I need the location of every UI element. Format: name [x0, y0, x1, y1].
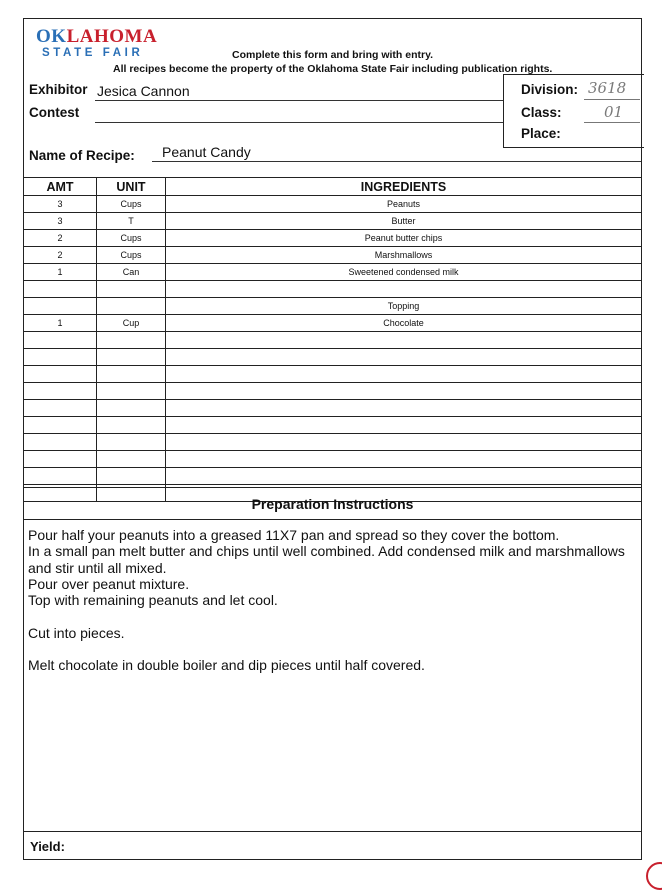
ingredient-cell[interactable]	[165, 434, 641, 450]
ingredient-cell[interactable]	[165, 417, 641, 433]
table-row	[24, 451, 641, 468]
recipe-name-value[interactable]: Peanut Candy	[162, 144, 251, 160]
yield-label: Yield:	[30, 839, 65, 854]
division-value[interactable]: 3618	[588, 79, 627, 97]
amt-header: AMT	[46, 179, 74, 194]
ingredient-cell[interactable]	[165, 332, 641, 348]
table-row	[24, 366, 641, 383]
unit-cell[interactable]: Cups	[96, 230, 165, 246]
form-instructions: Complete this form and bring with entry.	[232, 49, 434, 61]
ingredient-cell[interactable]: Chocolate	[165, 315, 641, 331]
preparation-instructions[interactable]	[28, 527, 640, 674]
unit-cell[interactable]	[96, 349, 165, 365]
amt-cell[interactable]	[24, 332, 96, 348]
instruction-line	[28, 641, 640, 657]
table-header-row	[24, 177, 641, 196]
ingredient-cell[interactable]	[165, 366, 641, 382]
unit-cell[interactable]	[96, 400, 165, 416]
amt-cell[interactable]: 1	[57, 267, 63, 277]
table-row	[24, 434, 641, 451]
table-row	[24, 247, 641, 264]
unit-cell[interactable]: Can	[96, 264, 165, 280]
ingredient-cell[interactable]: Sweetened condensed milk	[165, 264, 641, 280]
instruction-line: Melt chocolate in double boiler and dip pieces until half covered.	[28, 657, 425, 674]
amt-cell[interactable]: 3	[57, 199, 63, 209]
ingredients-table	[24, 177, 641, 502]
amt-cell[interactable]	[24, 383, 96, 399]
ingredient-cell[interactable]	[165, 349, 641, 365]
table-row	[24, 196, 641, 213]
yield-divider	[24, 831, 641, 832]
ingredient-cell[interactable]: Peanut butter chips	[165, 230, 641, 246]
place-label: Place:	[521, 126, 561, 141]
unit-cell[interactable]	[96, 417, 165, 433]
table-row	[24, 349, 641, 366]
judging-box	[503, 74, 644, 148]
unit-cell[interactable]	[96, 298, 165, 314]
exhibitor-underline	[95, 100, 503, 101]
class-value[interactable]: 01	[604, 103, 624, 121]
unit-cell[interactable]	[96, 332, 165, 348]
amt-cell[interactable]: 2	[57, 233, 63, 243]
ingredient-cell[interactable]	[165, 281, 641, 297]
logo-ok: OK	[36, 26, 67, 47]
unit-cell[interactable]: Cups	[96, 247, 165, 263]
table-row	[24, 281, 641, 298]
contest-underline	[95, 122, 503, 123]
table-row	[24, 315, 641, 332]
ingredient-cell[interactable]	[165, 400, 641, 416]
amt-cell[interactable]: 3	[57, 216, 63, 226]
amt-cell[interactable]: 2	[57, 250, 63, 260]
ingredient-cell[interactable]	[165, 468, 641, 484]
division-label: Division:	[521, 82, 579, 97]
unit-cell[interactable]	[96, 281, 165, 297]
recipe-name-label: Name of Recipe:	[29, 148, 135, 163]
table-row	[24, 264, 641, 281]
ingredient-cell[interactable]: Marshmallows	[165, 247, 641, 263]
amt-cell[interactable]	[24, 434, 96, 450]
ingredient-cell[interactable]	[165, 383, 641, 399]
unit-cell[interactable]: T	[96, 213, 165, 229]
division-underline	[584, 99, 640, 100]
instruction-line: Cut into pieces.	[28, 624, 125, 641]
unit-cell[interactable]	[96, 366, 165, 382]
unit-cell[interactable]	[96, 451, 165, 467]
logo-state-fair: STATE FAIR	[42, 47, 144, 59]
contest-label: Contest	[29, 105, 80, 120]
table-row	[24, 468, 641, 485]
table-body	[24, 196, 641, 502]
unit-header: UNIT	[96, 178, 165, 195]
table-row	[24, 383, 641, 400]
amt-cell[interactable]	[24, 400, 96, 416]
rights-notice: All recipes become the property of the Oklahoma State Fair including publication rights.	[113, 63, 553, 75]
table-row	[24, 332, 641, 349]
recipe-entry-form	[23, 18, 642, 860]
amt-cell[interactable]	[24, 417, 96, 433]
table-row	[24, 230, 641, 247]
amt-cell[interactable]	[24, 349, 96, 365]
table-row	[24, 400, 641, 417]
unit-cell[interactable]	[96, 383, 165, 399]
unit-cell[interactable]	[96, 434, 165, 450]
amt-cell[interactable]	[24, 468, 96, 484]
ingredient-cell[interactable]: Topping	[165, 298, 641, 314]
oklahoma-state-fair-logo	[36, 27, 157, 60]
class-label: Class:	[521, 105, 562, 120]
exhibitor-label: Exhibitor	[29, 82, 88, 97]
preparation-title: Preparation Instructions	[24, 487, 641, 520]
amt-cell[interactable]	[24, 451, 96, 467]
unit-cell[interactable]: Cups	[96, 196, 165, 212]
class-underline	[584, 122, 640, 123]
logo-lahoma: LAHOMA	[66, 26, 158, 47]
exhibitor-value[interactable]: Jesica Cannon	[97, 83, 190, 99]
amt-cell[interactable]: 1	[57, 318, 63, 328]
ingredient-cell[interactable]: Peanuts	[165, 196, 641, 212]
recipe-name-underline	[152, 161, 641, 162]
instruction-line: Pour half your peanuts into a greased 11X7 pan and spread so they cover the bottom.	[28, 527, 560, 543]
amt-cell[interactable]	[24, 366, 96, 382]
instruction-line: In a small pan melt butter and chips until well combined. Add condensed milk and marshmallows and stir until all mixed.	[28, 543, 625, 576]
ingredients-header: INGREDIENTS	[165, 178, 641, 195]
table-row	[24, 213, 641, 230]
instruction-line: Pour over peanut mixture.	[28, 575, 190, 592]
instruction-line: Top with remaining peanuts and let cool.	[28, 592, 278, 609]
table-row	[24, 417, 641, 434]
amt-cell[interactable]	[24, 298, 96, 314]
table-row	[24, 298, 641, 315]
amt-cell[interactable]	[24, 281, 96, 297]
unit-cell[interactable]: Cup	[96, 315, 165, 331]
unit-cell[interactable]	[96, 468, 165, 484]
instruction-line	[28, 608, 640, 624]
ingredient-cell[interactable]: Butter	[165, 213, 641, 229]
ingredient-cell[interactable]	[165, 451, 641, 467]
corner-logo-fragment	[646, 862, 662, 890]
